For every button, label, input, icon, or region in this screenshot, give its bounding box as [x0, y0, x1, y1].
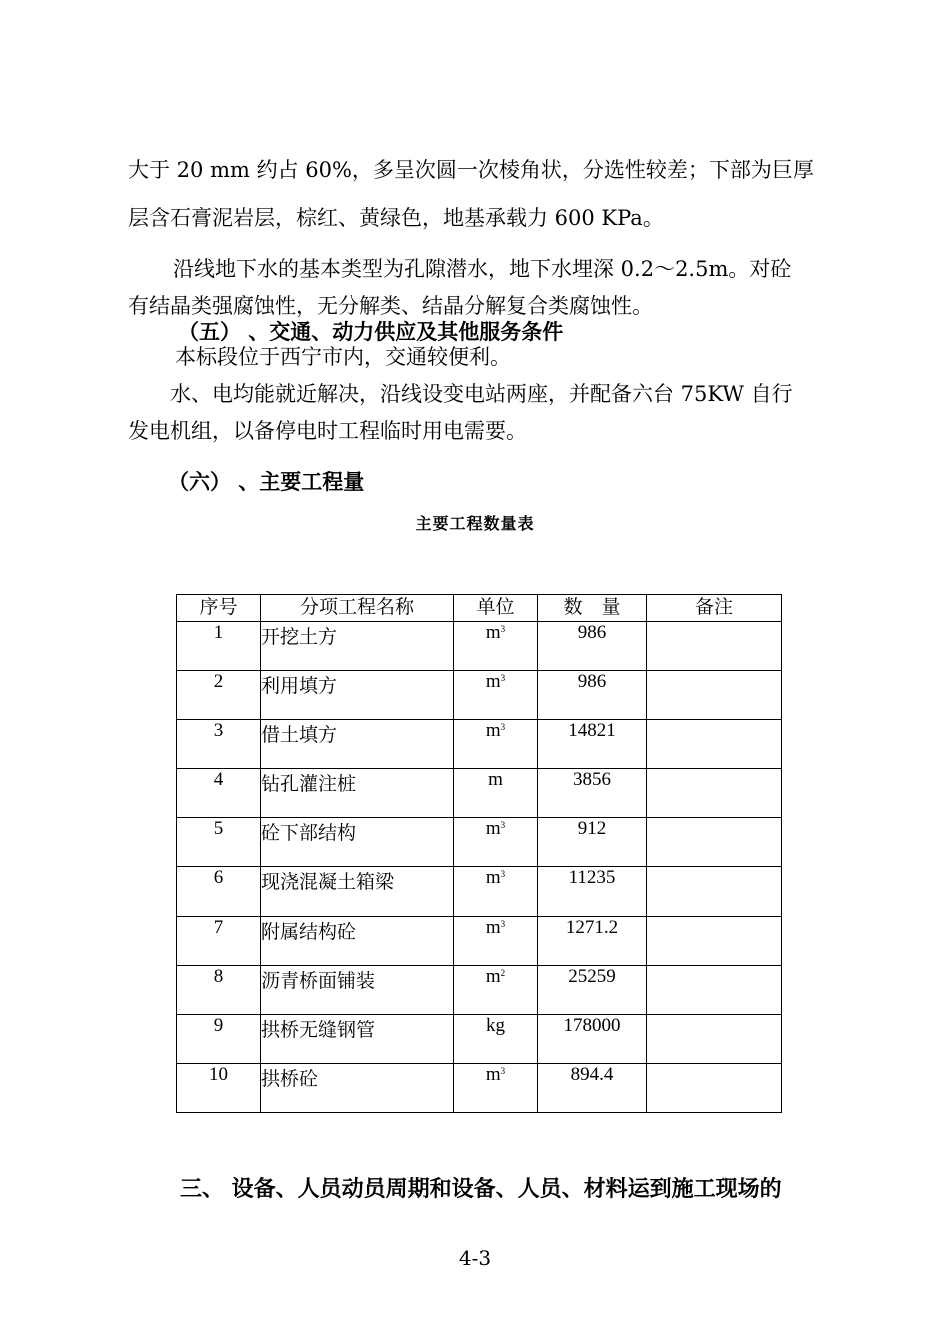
row-number-cell — [177, 720, 261, 769]
row-number-cell-text: 2 — [213, 671, 224, 693]
item-name-cell-text: 拱桥砼 — [261, 1068, 319, 1090]
item-name-cell — [261, 867, 454, 916]
header-cell: 数 量 — [538, 595, 647, 622]
body-text-line: 层含石膏泥岩层，棕红、黄绿色，地基承载力 600 KPa。 — [128, 206, 664, 230]
body-text-line: 大于 20 mm 约占 60%，多呈次圆一次棱角状，分选性较差；下部为巨厚 — [128, 158, 814, 182]
item-name-cell — [261, 769, 454, 818]
row-number-cell-text: 9 — [213, 1014, 224, 1036]
item-name-cell-text: 利用填方 — [261, 676, 338, 698]
item-name-cell — [261, 965, 454, 1014]
section-heading-5: （五） 、交通、动力供应及其他服务条件 — [178, 319, 564, 344]
unit-cell-text: m — [488, 769, 503, 791]
unit-cell-text: m — [485, 916, 501, 938]
body-text-line: 本标段位于西宁市内，交通较便利。 — [175, 345, 511, 369]
quantity-cell — [538, 769, 647, 818]
item-name-cell-text: 钻孔灌注桩 — [261, 774, 357, 796]
row-number-cell — [177, 769, 261, 818]
row-number-cell — [177, 1014, 261, 1063]
quantity-cell-text: 912 — [577, 818, 607, 840]
unit-cell — [454, 720, 538, 769]
unit-cell-text: kg — [486, 1014, 505, 1036]
quantity-cell — [538, 720, 647, 769]
note-cell — [647, 622, 782, 671]
row-number-cell-text: 8 — [213, 965, 224, 987]
note-cell — [647, 1014, 782, 1063]
unit-exponent: 3 — [500, 722, 506, 733]
row-number-cell — [177, 965, 261, 1014]
row-number-cell-text: 5 — [213, 818, 224, 840]
item-name-cell — [261, 818, 454, 867]
quantity-cell — [538, 867, 647, 916]
table-row — [177, 916, 782, 965]
item-name-cell — [261, 622, 454, 671]
quantity-cell — [538, 622, 647, 671]
unit-cell-text: m — [485, 818, 501, 840]
item-name-cell — [261, 1063, 454, 1112]
table-row — [177, 622, 782, 671]
table-row — [177, 1063, 782, 1112]
item-name-cell-text: 借土填方 — [261, 725, 338, 747]
unit-exponent: 3 — [500, 869, 506, 880]
body-text-line: 沿线地下水的基本类型为孔隙潜水，地下水埋深 0.2～2.5m。对砼 — [173, 257, 792, 281]
unit-cell — [454, 1063, 538, 1112]
table-row — [177, 867, 782, 916]
section-heading-6: （六） 、主要工程量 — [168, 469, 365, 494]
note-cell — [647, 769, 782, 818]
item-name-cell-text: 沥青桥面铺装 — [261, 970, 376, 992]
quantity-cell — [538, 965, 647, 1014]
item-name-cell — [261, 671, 454, 720]
table-row — [177, 818, 782, 867]
quantity-cell-text: 25259 — [568, 965, 616, 987]
table-header-row — [177, 595, 782, 622]
unit-cell-text: m — [485, 671, 501, 693]
note-cell — [647, 720, 782, 769]
unit-cell — [454, 769, 538, 818]
section-heading-3: 三、 设备、人员动员周期和设备、人员、材料运到施工现场的 — [180, 1176, 782, 1202]
table-row — [177, 1014, 782, 1063]
note-cell — [647, 965, 782, 1014]
item-name-cell-text: 拱桥无缝钢管 — [261, 1019, 376, 1041]
row-number-cell — [177, 671, 261, 720]
unit-cell — [454, 916, 538, 965]
unit-exponent: 2 — [500, 967, 506, 978]
item-name-cell-text: 开挖土方 — [261, 627, 338, 648]
row-number-cell-text: 4 — [213, 769, 224, 791]
row-number-cell-text: 7 — [213, 916, 224, 938]
note-cell — [647, 1063, 782, 1112]
note-cell — [647, 867, 782, 916]
quantity-cell-text: 894.4 — [570, 1063, 614, 1085]
unit-cell — [454, 867, 538, 916]
table-row — [177, 671, 782, 720]
header-cell: 单位 — [454, 595, 538, 622]
body-text-line: 水、电均能就近解决，沿线设变电站两座，并配备六台 75KW 自行 — [170, 382, 793, 406]
quantity-cell — [538, 1014, 647, 1063]
table-row — [177, 965, 782, 1014]
row-number-cell — [177, 1063, 261, 1112]
row-number-cell-text: 6 — [213, 867, 224, 889]
body-text-line: 发电机组，以备停电时工程临时用电需要。 — [128, 419, 527, 443]
unit-cell-text: m — [485, 867, 501, 889]
row-number-cell — [177, 867, 261, 916]
quantity-cell — [538, 916, 647, 965]
item-name-cell — [261, 916, 454, 965]
unit-exponent: 3 — [500, 624, 506, 634]
unit-cell-text: m — [485, 965, 501, 987]
unit-cell — [454, 671, 538, 720]
unit-cell-text: m — [485, 1063, 501, 1085]
item-name-cell-text: 砼下部结构 — [261, 823, 357, 845]
quantity-cell — [538, 1063, 647, 1112]
body-text-line: 有结晶类强腐蚀性，无分解类、结晶分解复合类腐蚀性。 — [128, 294, 653, 318]
header-cell: 序号 — [177, 595, 261, 622]
note-cell — [647, 818, 782, 867]
item-name-cell — [261, 720, 454, 769]
item-name-cell-text: 附属结构砼 — [261, 921, 357, 943]
item-name-cell — [261, 1014, 454, 1063]
unit-exponent: 3 — [500, 820, 506, 831]
item-name-cell-text: 现浇混凝土箱梁 — [261, 872, 395, 894]
quantity-cell-text: 3856 — [573, 769, 611, 791]
unit-exponent: 3 — [500, 1065, 506, 1076]
quantity-cell — [538, 818, 647, 867]
row-number-cell-text: 10 — [209, 1063, 228, 1085]
unit-cell — [454, 1014, 538, 1063]
quantity-cell-text: 986 — [577, 622, 607, 643]
table-row — [177, 769, 782, 818]
row-number-cell — [177, 916, 261, 965]
quantity-cell-text: 14821 — [568, 720, 616, 742]
row-number-cell — [177, 622, 261, 671]
unit-cell — [454, 965, 538, 1014]
row-number-cell-text: 1 — [213, 622, 224, 643]
quantity-cell-text: 178000 — [563, 1014, 621, 1036]
quantity-cell-text: 1271.2 — [565, 916, 619, 938]
note-cell — [647, 916, 782, 965]
unit-cell — [454, 818, 538, 867]
quantity-cell-text: 986 — [577, 671, 607, 693]
table-row — [177, 720, 782, 769]
quantity-table — [176, 594, 782, 1113]
quantity-cell-text: 11235 — [568, 867, 616, 889]
quantity-cell — [538, 671, 647, 720]
header-cell: 备注 — [647, 595, 782, 622]
unit-cell-text: m — [485, 720, 501, 742]
unit-exponent: 3 — [500, 673, 506, 684]
page-number: 4-3 — [458, 1246, 492, 1270]
unit-exponent: 3 — [500, 918, 506, 929]
unit-cell — [454, 622, 538, 671]
header-cell: 分项工程名称 — [261, 595, 454, 622]
table-caption: 主要工程数量表 — [415, 514, 535, 533]
note-cell — [647, 671, 782, 720]
row-number-cell-text: 3 — [213, 720, 224, 742]
unit-cell-text: m — [485, 622, 501, 643]
row-number-cell — [177, 818, 261, 867]
